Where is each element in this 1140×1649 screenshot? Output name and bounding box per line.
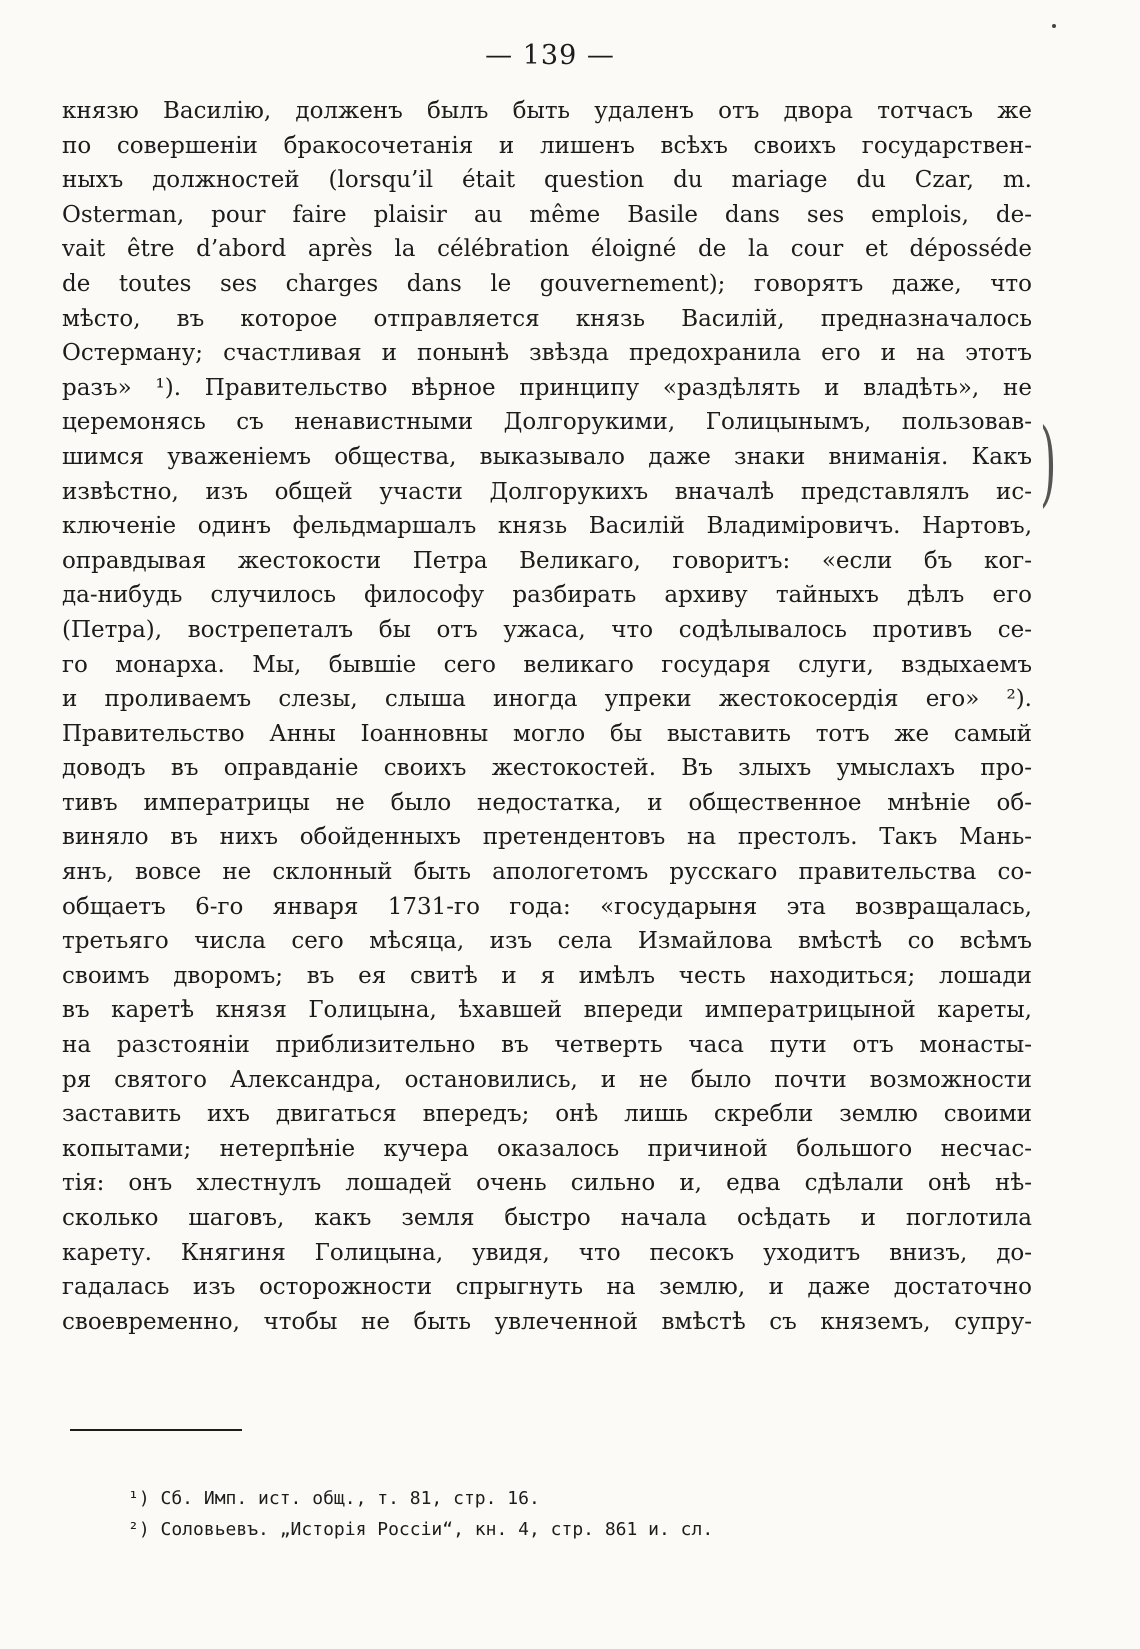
- text-line: Osterman, pour faire plaisir au même Basile dans ses emplois, de-: [62, 201, 1032, 228]
- footnote-1: ¹) Сб. Имп. ист. общ., т. 81, стр. 16.: [128, 1488, 540, 1509]
- text-line: и проливаемъ слезы, слыша иногда упреки жестокосердія его» ²).: [62, 686, 1032, 713]
- text-line: своимъ дворомъ; въ ея свитѣ и я имѣлъ честь находиться; лошади: [62, 962, 1032, 989]
- text-line: гадалась изъ осторожности спрыгнуть на землю, и даже достаточно: [62, 1274, 1032, 1301]
- text-line: (Петра), вострепеталъ бы отъ ужаса, что содѣлывалось противъ се-: [62, 616, 1032, 643]
- text-line: да-нибудь случилось философу разбирать архиву тайныхъ дѣлъ его: [62, 582, 1032, 609]
- text-line: Правительство Анны Іоанновны могло бы выставить тотъ же самый: [62, 720, 1032, 747]
- text-line: князю Василію, долженъ былъ быть удаленъ отъ двора тотчасъ же: [62, 98, 1032, 124]
- text-line: своевременно, чтобы не быть увлеченной вмѣстѣ съ княземъ, супру-: [62, 1308, 1032, 1335]
- text-line: церемонясь съ ненавистными Долгорукими, Голицынымъ, пользовав-: [62, 409, 1032, 436]
- footnote-2: ²) Соловьевъ. „Исторія Россіи“, кн. 4, стр. 861 и. сл.: [128, 1519, 714, 1540]
- text-line: тія: онъ хлестнулъ лошадей очень сильно и, едва сдѣлали онѣ нѣ-: [62, 1170, 1032, 1197]
- text-line: извѣстно, изъ общей участи Долгорукихъ вначалѣ представлялъ ис-: [62, 478, 1032, 505]
- text-line: vait être d’abord après la célébration éloigné de la cour et déposséde: [62, 236, 1032, 263]
- text-line: ря святого Александра, остановились, и не было почти возможности: [62, 1066, 1032, 1093]
- text-line: общаетъ 6-го января 1731-го года: «государыня эта возвращалась,: [62, 893, 1032, 920]
- margin-bracket-mark: ): [1040, 408, 1057, 517]
- text-line: янъ, вовсе не склонный быть апологетомъ русскаго правительства со-: [62, 859, 1032, 886]
- text-line: го монарха. Мы, бывшіе сего великаго государя слуги, вздыхаемъ: [62, 651, 1032, 678]
- text-line: мѣсто, въ которое отправляется князь Василій, предназначалось: [62, 305, 1032, 332]
- text-line: на разстояніи приблизительно въ четверть часа пути отъ монасты-: [62, 1032, 1032, 1059]
- text-line: виняло въ нихъ обойденныхъ претендентовъ на престолъ. Такъ Мань-: [62, 824, 1032, 851]
- text-line: разъ» ¹). Правительство вѣрное принципу «раздѣлять и владѣть», не: [62, 374, 1032, 401]
- footnotes: [128, 1483, 713, 1545]
- text-line: по совершеніи бракосочетанія и лишенъ всѣхъ своихъ государствен-: [62, 132, 1032, 159]
- text-line: ныхъ должностей (lorsqu’il était question du mariage du Czar, m.: [62, 167, 1032, 194]
- text-line: тивъ императрицы не было недостатка, и общественное мнѣніе об-: [62, 789, 1032, 816]
- text-line: сколько шаговъ, какъ земля быстро начала осѣдать и поглотила: [62, 1205, 1032, 1231]
- margin-dot: [1052, 24, 1056, 28]
- footnote-divider: [70, 1429, 242, 1431]
- text-line: ключеніе одинъ фельдмаршалъ князь Василій Владиміровичъ. Нартовъ,: [62, 513, 1032, 540]
- text-line: доводъ въ оправданіе своихъ жестокостей. Въ злыхъ умыслахъ про-: [62, 755, 1032, 782]
- text-line: въ каретѣ князя Голицына, ѣхавшей впереди императрицыной кареты,: [62, 997, 1032, 1024]
- text-line: de toutes ses charges dans le gouvernement); говорятъ даже, что: [62, 270, 1032, 297]
- page-number: — 139 —: [485, 40, 615, 71]
- text-line: шимся уваженіемъ общества, выказывало даже знаки вниманія. Какъ: [62, 443, 1032, 470]
- text-line: карету. Княгиня Голицына, увидя, что песокъ уходитъ внизъ, до-: [62, 1239, 1032, 1266]
- main-text: [62, 94, 1032, 1339]
- text-line: Остерману; счастливая и понынѣ звѣзда предохранила его и на этотъ: [62, 340, 1032, 367]
- text-line: третьяго числа сего мѣсяца, изъ села Измайлова вмѣстѣ со всѣмъ: [62, 928, 1032, 955]
- text-line: оправдывая жестокости Петра Великаго, говоритъ: «если бъ ког-: [62, 547, 1032, 574]
- text-line: заставить ихъ двигаться впередъ; онѣ лишь скребли землю своими: [62, 1101, 1032, 1128]
- text-line: копытами; нетерпѣніе кучера оказалось причиной большого несчас-: [62, 1135, 1032, 1162]
